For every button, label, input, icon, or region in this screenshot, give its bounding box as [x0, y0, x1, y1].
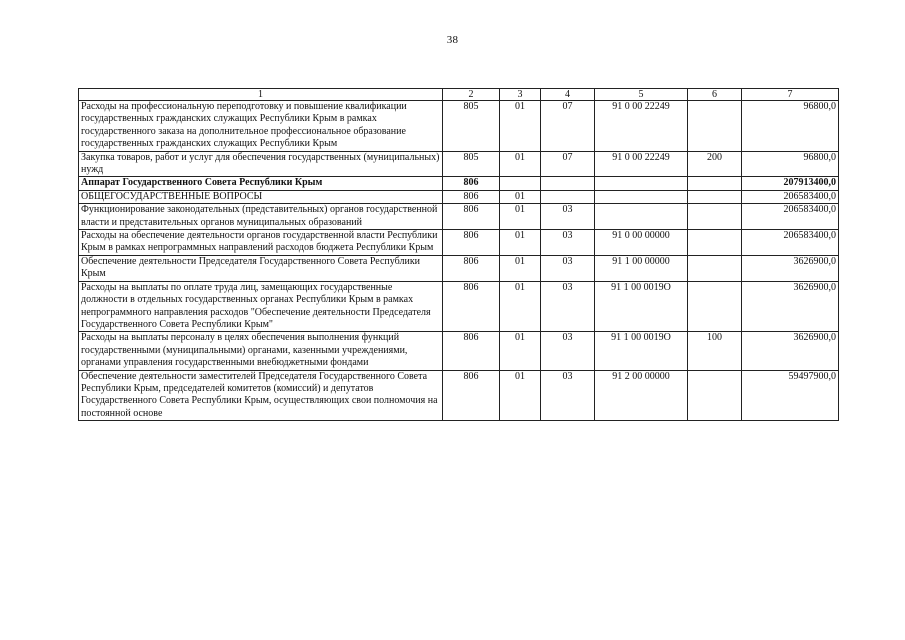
row-expense-type-cell [688, 281, 742, 332]
row-section-code-cell: 01 [500, 190, 541, 203]
row-amount-cell: 3626900,0 [742, 281, 839, 332]
row-name-cell: Закупка товаров, работ и услуг для обеспечения государственных (муниципальных) нужд [79, 151, 443, 177]
header-col-1: 1 [79, 89, 443, 101]
row-expense-type-cell [688, 177, 742, 190]
row-section-code-cell: 01 [500, 281, 541, 332]
row-amount-cell: 3626900,0 [742, 332, 839, 370]
table-row [79, 204, 839, 230]
row-ministry-code-cell: 806 [443, 255, 500, 281]
row-amount-cell: 206583400,0 [742, 230, 839, 256]
table-row [79, 281, 839, 332]
row-ministry-code-cell: 805 [443, 101, 500, 152]
row-section-code-cell: 01 [500, 101, 541, 152]
row-name-cell: Расходы на выплаты по оплате труда лиц, замещающих государственные должности в отдельных государственных органах Республики Крым в рамках непрограммного направления расходов "Обеспечение деятельности Председателя Государственного Совета Республики Крым" [79, 281, 443, 332]
header-col-4: 4 [541, 89, 595, 101]
row-subsection-code-cell: 03 [541, 230, 595, 256]
row-name-cell: Расходы на обеспечение деятельности органов государственной власти Республики Крым в рамках непрограммных направлений расходов бюджета Республики Крым [79, 230, 443, 256]
row-name-cell: Расходы на профессиональную переподготовку и повышение квалификации государственных гражданских служащих Республики Крым в рамках государственного заказа на дополнительное профессиональное образование государственных гражданских служащих Республики Крым [79, 101, 443, 152]
page-number: 38 [446, 34, 459, 46]
row-target-article-cell: 91 1 00 0019О [595, 281, 688, 332]
row-target-article-cell: 91 1 00 00000 [595, 255, 688, 281]
row-amount-cell: 96800,0 [742, 101, 839, 152]
row-target-article-cell: 91 0 00 00000 [595, 230, 688, 256]
row-target-article-cell: 91 2 00 00000 [595, 370, 688, 421]
table-row [79, 255, 839, 281]
header-col-7: 7 [742, 89, 839, 101]
row-target-article-cell [595, 177, 688, 190]
table-row [79, 177, 839, 190]
header-col-5: 5 [595, 89, 688, 101]
row-name-cell: ОБЩЕГОСУДАРСТВЕННЫЕ ВОПРОСЫ [79, 190, 443, 203]
row-amount-cell: 96800,0 [742, 151, 839, 177]
row-section-code-cell: 01 [500, 151, 541, 177]
row-target-article-cell: 91 0 00 22249 [595, 101, 688, 152]
row-subsection-code-cell: 03 [541, 255, 595, 281]
row-expense-type-cell: 200 [688, 151, 742, 177]
row-expense-type-cell [688, 230, 742, 256]
row-expense-type-cell [688, 255, 742, 281]
row-name-cell: Функционирование законодательных (представительных) органов государственной власти и представительных органов муниципальных образований [79, 204, 443, 230]
row-amount-cell: 59497900,0 [742, 370, 839, 421]
table-row [79, 190, 839, 203]
row-amount-cell: 207913400,0 [742, 177, 839, 190]
table-row [79, 370, 839, 421]
row-subsection-code-cell: 03 [541, 281, 595, 332]
row-subsection-code-cell: 03 [541, 370, 595, 421]
row-section-code-cell: 01 [500, 370, 541, 421]
table-body [79, 101, 839, 421]
row-section-code-cell: 01 [500, 332, 541, 370]
row-ministry-code-cell: 805 [443, 151, 500, 177]
table-row [79, 332, 839, 370]
row-subsection-code-cell [541, 190, 595, 203]
row-ministry-code-cell: 806 [443, 370, 500, 421]
row-expense-type-cell [688, 190, 742, 203]
row-ministry-code-cell: 806 [443, 204, 500, 230]
header-col-6: 6 [688, 89, 742, 101]
row-amount-cell: 3626900,0 [742, 255, 839, 281]
row-section-code-cell: 01 [500, 230, 541, 256]
row-expense-type-cell [688, 370, 742, 421]
row-section-code-cell [500, 177, 541, 190]
row-section-code-cell: 01 [500, 204, 541, 230]
header-col-2: 2 [443, 89, 500, 101]
row-ministry-code-cell: 806 [443, 230, 500, 256]
row-target-article-cell: 91 1 00 0019О [595, 332, 688, 370]
row-amount-cell: 206583400,0 [742, 204, 839, 230]
row-subsection-code-cell: 07 [541, 151, 595, 177]
table-row [79, 101, 839, 152]
table-row [79, 151, 839, 177]
row-subsection-code-cell [541, 177, 595, 190]
row-name-cell: Обеспечение деятельности заместителей Председателя Государственного Совета Республики Крым, председателей комитетов (комиссий) и депутатов Государственного Совета Республики Крым, осуществляющих свои полномочия на постоянной основе [79, 370, 443, 421]
row-expense-type-cell: 100 [688, 332, 742, 370]
row-target-article-cell [595, 204, 688, 230]
row-target-article-cell: 91 0 00 22249 [595, 151, 688, 177]
row-ministry-code-cell: 806 [443, 332, 500, 370]
budget-table [78, 88, 839, 421]
row-subsection-code-cell: 03 [541, 332, 595, 370]
row-amount-cell: 206583400,0 [742, 190, 839, 203]
row-name-cell: Обеспечение деятельности Председателя Государственного Совета Республики Крым [79, 255, 443, 281]
row-expense-type-cell [688, 101, 742, 152]
table-row [79, 230, 839, 256]
row-ministry-code-cell: 806 [443, 281, 500, 332]
row-ministry-code-cell: 806 [443, 190, 500, 203]
row-name-cell: Аппарат Государственного Совета Республики Крым [79, 177, 443, 190]
header-row [79, 89, 839, 101]
row-name-cell: Расходы на выплаты персоналу в целях обеспечения выполнения функций государственными (муниципальными) органами, казенными учреждениями, органами управления государственными внебюджетными фондами [79, 332, 443, 370]
row-section-code-cell: 01 [500, 255, 541, 281]
row-ministry-code-cell: 806 [443, 177, 500, 190]
row-target-article-cell [595, 190, 688, 203]
row-subsection-code-cell: 07 [541, 101, 595, 152]
row-expense-type-cell [688, 204, 742, 230]
header-col-3: 3 [500, 89, 541, 101]
row-subsection-code-cell: 03 [541, 204, 595, 230]
